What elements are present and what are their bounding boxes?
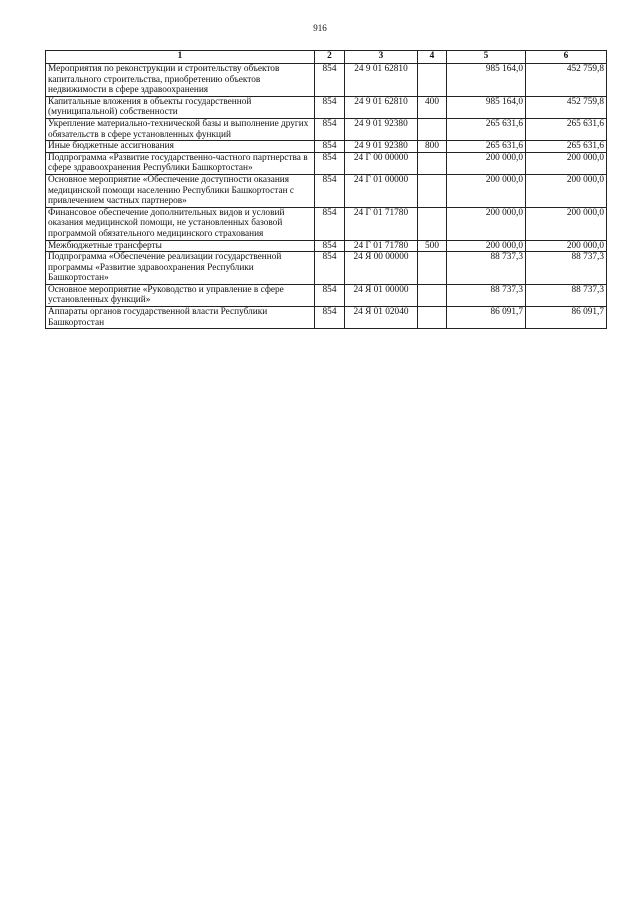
row-amount-year2: 200 000,0 (526, 152, 607, 174)
row-expense-type: 400 (418, 96, 447, 118)
row-department-code: 854 (315, 141, 345, 153)
row-expense-type (418, 307, 447, 329)
column-header: 4 (418, 51, 447, 64)
row-name: Капитальные вложения в объекты государственной (муниципальной) собственности (46, 96, 315, 118)
row-expense-type: 800 (418, 141, 447, 153)
row-expense-type: 500 (418, 240, 447, 252)
table-row (46, 284, 607, 306)
row-name: Аппараты органов государственной власти Республики Башкортостан (46, 307, 315, 329)
row-amount-year1: 265 631,6 (447, 141, 526, 153)
row-amount-year1: 200 000,0 (447, 207, 526, 240)
row-target-article: 24 Г 00 00000 (345, 152, 418, 174)
row-amount-year2: 200 000,0 (526, 240, 607, 252)
row-amount-year1: 200 000,0 (447, 152, 526, 174)
row-name: Мероприятия по реконструкции и строительству объектов капитального строительства, приобретению объектов недвижимости в сфере здравоохранения (46, 64, 315, 97)
row-amount-year1: 200 000,0 (447, 240, 526, 252)
row-target-article: 24 Г 01 71780 (345, 240, 418, 252)
table-row (46, 118, 607, 140)
row-name: Подпрограмма «Обеспечение реализации государственной программы «Развитие здравоохранения Республики Башкортостан» (46, 252, 315, 285)
row-amount-year2: 88 737,3 (526, 284, 607, 306)
row-name: Укрепление материально-технической базы и выполнение других обязательств в сфере установленных функций (46, 118, 315, 140)
row-amount-year2: 88 737,3 (526, 252, 607, 285)
row-amount-year1: 985 164,0 (447, 64, 526, 97)
row-department-code: 854 (315, 240, 345, 252)
row-name: Иные бюджетные ассигнования (46, 141, 315, 153)
row-amount-year2: 452 759,8 (526, 64, 607, 97)
row-target-article: 24 Г 01 00000 (345, 174, 418, 207)
row-department-code: 854 (315, 118, 345, 140)
row-expense-type (418, 64, 447, 97)
row-target-article: 24 9 01 92380 (345, 118, 418, 140)
row-department-code: 854 (315, 307, 345, 329)
row-amount-year1: 86 091,7 (447, 307, 526, 329)
row-target-article: 24 9 01 62810 (345, 96, 418, 118)
table-row (46, 252, 607, 285)
row-amount-year2: 265 631,6 (526, 141, 607, 153)
column-header: 2 (315, 51, 345, 64)
row-target-article: 24 Я 01 02040 (345, 307, 418, 329)
row-target-article: 24 9 01 62810 (345, 64, 418, 97)
budget-table (45, 50, 607, 329)
row-amount-year1: 88 737,3 (447, 252, 526, 285)
column-header: 3 (345, 51, 418, 64)
row-expense-type (418, 152, 447, 174)
row-name: Основное мероприятие «Обеспечение доступности оказания медицинской помощи населению Республики Башкортостан с привлечением частных партнеров» (46, 174, 315, 207)
row-department-code: 854 (315, 64, 345, 97)
column-header: 1 (46, 51, 315, 64)
row-amount-year2: 265 631,6 (526, 118, 607, 140)
row-expense-type (418, 207, 447, 240)
row-amount-year2: 200 000,0 (526, 174, 607, 207)
table-row (46, 207, 607, 240)
row-target-article: 24 Я 00 00000 (345, 252, 418, 285)
row-expense-type (418, 252, 447, 285)
row-department-code: 854 (315, 207, 345, 240)
row-name: Подпрограмма «Развитие государственно-частного партнерства в сфере здравоохранения Республики Башкортостан» (46, 152, 315, 174)
table-row (46, 141, 607, 153)
row-department-code: 854 (315, 96, 345, 118)
row-amount-year1: 985 164,0 (447, 96, 526, 118)
table-header-row (46, 51, 607, 64)
row-name: Основное мероприятие «Руководство и управление в сфере установленных функций» (46, 284, 315, 306)
row-amount-year2: 452 759,8 (526, 96, 607, 118)
row-department-code: 854 (315, 284, 345, 306)
row-amount-year1: 88 737,3 (447, 284, 526, 306)
row-amount-year2: 86 091,7 (526, 307, 607, 329)
row-target-article: 24 9 01 92380 (345, 141, 418, 153)
column-header: 5 (447, 51, 526, 64)
row-name: Финансовое обеспечение дополнительных видов и условий оказания медицинской помощи, не установленных базовой программой обязательного медицинского страхования (46, 207, 315, 240)
row-expense-type (418, 174, 447, 207)
row-amount-year1: 265 631,6 (447, 118, 526, 140)
row-expense-type (418, 118, 447, 140)
row-department-code: 854 (315, 174, 345, 207)
row-expense-type (418, 284, 447, 306)
row-amount-year2: 200 000,0 (526, 207, 607, 240)
table-row (46, 307, 607, 329)
row-target-article: 24 Г 01 71780 (345, 207, 418, 240)
row-department-code: 854 (315, 152, 345, 174)
row-department-code: 854 (315, 252, 345, 285)
table-row (46, 152, 607, 174)
table-row (46, 174, 607, 207)
table-row (46, 96, 607, 118)
row-amount-year1: 200 000,0 (447, 174, 526, 207)
table-row (46, 64, 607, 97)
column-header: 6 (526, 51, 607, 64)
page-number: 916 (313, 23, 327, 33)
table-row (46, 240, 607, 252)
row-name: Межбюджетные трансферты (46, 240, 315, 252)
row-target-article: 24 Я 01 00000 (345, 284, 418, 306)
